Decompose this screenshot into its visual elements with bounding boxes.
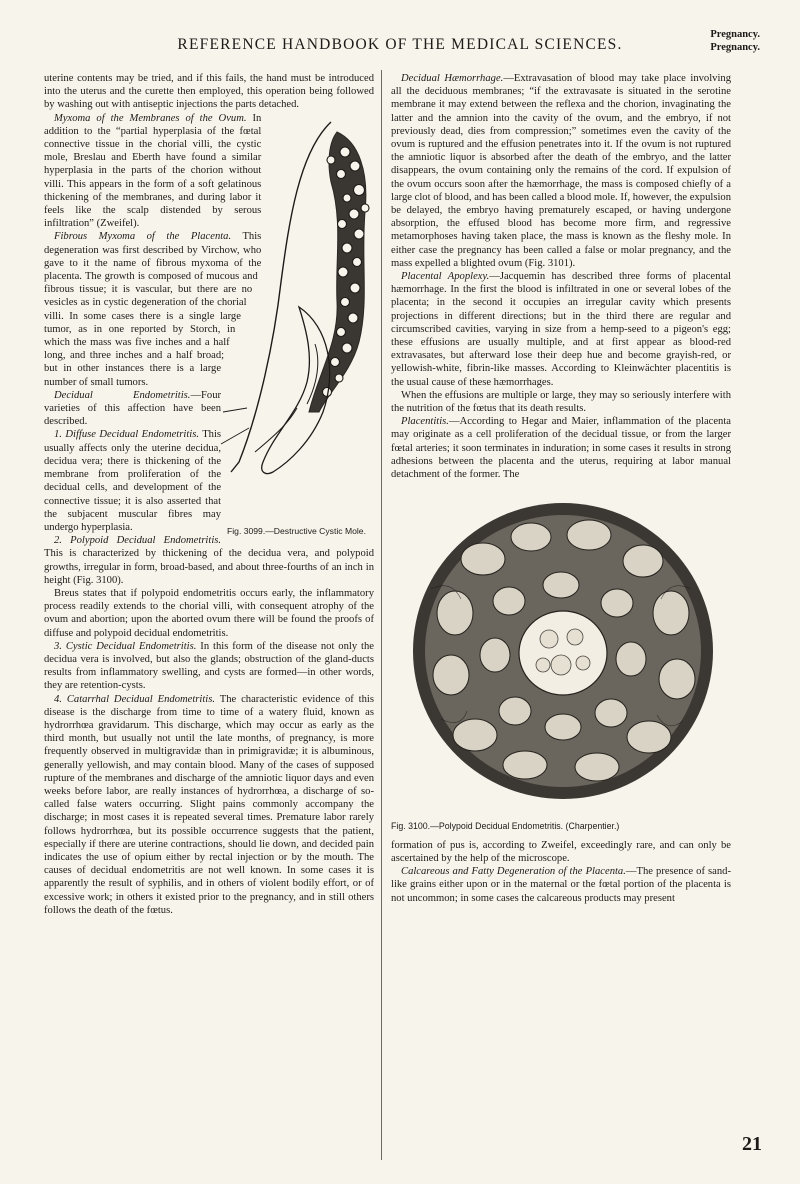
heading-decidual-endometritis: Decidual Endometritis. [54, 389, 191, 401]
body-polypoid: This is characterized by thickening of the decidua vera, and polypoid growths, irregular in form, broad-based, and about three-fourths of an inch in height (Fig. 3100). [44, 548, 374, 586]
paragraph-when: When the effusions are multiple or large, they may so seriously interfere with the nutrition of the fœtus that its death results. [391, 389, 731, 415]
paragraph-formation: formation of pus is, according to Zweifel, exceedingly rare, and can only be ascertained by the help of the microscope. [391, 839, 731, 864]
running-section-line-1: Pregnancy. [710, 29, 760, 40]
body-diffuse: This usually affects only the uterine decidua, decidua vera; there is thickening of the membrane from proliferation of the decidual cells, and development of the connective tissue; it is also asserted that the subjacent muscular fibres may undergo hyperplasia. [44, 429, 222, 533]
heading-cystic: 3. Cystic Decidual Endometritis. [54, 640, 197, 652]
running-section-line-2: Pregnancy. [710, 42, 760, 53]
paragraph-catarrhal [44, 693, 374, 917]
paragraph-placentitis [391, 415, 731, 481]
figure-3100-caption: Fig. 3100.—Polypoid Decidual Endometritis. (Charpentier.) [391, 820, 620, 831]
figure-3100 [391, 489, 731, 832]
body-myxoma: In addition to the “partial hyperplasia of the fœtal connective tissue in the chorial villi, the cystic mole, Breslau and Eberth have found a similar hyperplasia in the parts of the chorion without villi. This appears in the form of a soft gelatinous thickening of the membranes, and during labor it feels like the scalp distended by serous infiltration” (Zweifel). [44, 112, 262, 230]
heading-hemorrhage: Decidual Hæmorrhage. [401, 73, 504, 84]
body-catarrhal: The characteristic evidence of this disease is the discharge from time to time of a watery fluid, known as hydrorrhœa gravidarum. This discharge, which may occur as early as the third month, but usually not until the late months, of pregnancy, is more frequently observed in multigravidæ than in primigravidæ; it is albuminous, generally yellowish, and may contain blood. Many of the cases of supposed rupture of the membranes and discharge of the amniotic liquor days and even weeks before labor, are really instances of hydrorrhœa, a discharge of so-called false waters occurring. Slight pains commonly accompany the discharge; in most cases it is repeated several times. Premature labor rarely follows hydrorrhœa, but its possible occurrence suggests that the patient, especially if there are uterine contractions, should lie down, and decided pain indicates the use of opium either by rectal injection or by the mouth. The causes of decidual endometritis are not well known. In some cases it is apparently the result of syphilis, and in others of violent bodily effort, or of excessive work; in others it existed prior to the pregnancy, and in still others follows the death of the fœtus. [44, 693, 374, 916]
paragraph-cystic [44, 640, 374, 693]
page-number: 21 [742, 1133, 762, 1155]
paragraph-calcareous [391, 865, 731, 905]
heading-fibrous-myxoma: Fibrous Myxoma of the Placenta. [54, 231, 232, 243]
body-decidual-endometritis: —Four varieties of this affection have been described. [44, 389, 222, 428]
body-apoplexy: —Jacquemin has described three forms of placental hæmorrhage. In the first the blood is infiltrated in one or several lobes of the placenta; in the second it occupies an irregular cavity which presents projections in different directions; but in the third there are regular and circumscribed cavities, varying in size from a hemp-seed to a pigeon's egg; these effusions are usually multiple, and at first appear as blood-red extravasates, but afterward lose their deep hue and become grayish-red, or yellowish-white, fibrin-like masses. According to Kleinwächter placentitis is the usual cause of these hæmorrhages. [391, 271, 731, 388]
body-placentitis: —According to Hegar and Maier, inflammation of the placenta may originate as a cell proliferation of the decidual tissue, or from the larger fœtal arteries; it soon terminates in induration; in some cases it results in strong adhesions between the placenta and the uterus, requiring at labor manual detachment of the former. The [391, 416, 731, 481]
page-header [0, 24, 800, 68]
paragraph-hemorrhage [391, 72, 731, 270]
heading-placentitis: Placentitis. [401, 416, 449, 428]
heading-polypoid: 2. Polypoid Decidual Endometritis. [54, 535, 222, 547]
heading-myxoma: Myxoma of the Membranes of the Ovum. [54, 112, 247, 124]
paragraph-breus: Breus states that if polypoid endometritis occurs early, the inflammatory process readily extends to the chorial villi, with consequent atrophy of the ovum and abortion; upon the aborted ovum there will be found the proofs of diffuse and polypoid decidual endometritis. [44, 587, 374, 639]
body-calcareous: —The presence of sand-like grains either upon or in the maternal or the fœtal portion of the placenta is not uncommon; in some cases the calcareous products may present [391, 866, 731, 904]
body-fibrous-myxoma: This degeneration was first described by Virchow, who gave to it the name of fibrous myxoma of the placenta. The growth is composed of mucous and fibrous tissue; it is vascular, but there are no vesicles as in cystic degeneration of the chorial villi. In some cases there is a single large tumor, as in one reported by Storch, in which the mass was five inches and a half long, and three inches and a half broad; but in other instances there is a large number of small tumors. [44, 231, 262, 388]
paragraph: uterine contents may be tried, and if this fails, the hand must be introduced into the uterus and the curette then employed, this operation being followed by washing out with antiseptic injections the parts detached. [44, 73, 374, 111]
running-section [710, 28, 760, 54]
heading-apoplexy: Placental Apoplexy. [401, 271, 490, 283]
heading-catarrhal: 4. Catarrhal Decidual Endometritis. [54, 693, 216, 705]
body-cystic: In this form of the disease not only the decidua vera is involved, but also the glands; obstruction of the gland-ducts results from inflammatory swelling, and cysts are formed—in other words, they are retention-cysts. [44, 640, 375, 692]
heading-diffuse: 1. Diffuse Decidual Endometritis. [54, 429, 199, 441]
polypoid-endometritis-illustration [391, 489, 731, 811]
heading-calcareous: Calcareous and Fatty Degeneration of the Placenta. [401, 866, 626, 878]
paragraph-polypoid [44, 534, 374, 587]
figure-3099-caption: Fig. 3099.—Destructive Cystic Mole. [227, 525, 366, 536]
running-title: REFERENCE HANDBOOK OF THE MEDICAL SCIENCES. [177, 36, 623, 53]
left-column [44, 72, 374, 917]
column-divider [381, 70, 382, 1160]
body-hemorrhage: —Extravasation of blood may take place involving all the deciduous membranes; “if the extravasate is situated in the serotine membrane it may extend between the reflexa and the chorion, invaginating the latter and the amnion into the cavity of the ovum, and the embryo, if not previously dead, dies from compression;” sometimes even the cavity of the ovum is ruptured and the effusion penetrates into it. If the ovum is not ruptured the amniotic liquor is absorbed after the death of the embryo, and the latter disappears, the ovum containing only the remains of the cord. If expulsion of the ovum occurs soon after the hæmorrhage, the mass is composed chiefly of a large clot of blood, and has been called a blood mole. If, however, the expulsion be delayed, the embryo having prematurely escaped, or having undergone absorption, the effused blood has become more firm, and regressive metamorphoses having taken place, the mass is known as the fleshy mole. In either case the pregnancy has been called a false or molar pregnancy, and the mass expelled a blighted ovum (Fig. 3101). [391, 73, 731, 269]
right-column [391, 72, 731, 905]
paragraph-apoplexy [391, 270, 731, 389]
